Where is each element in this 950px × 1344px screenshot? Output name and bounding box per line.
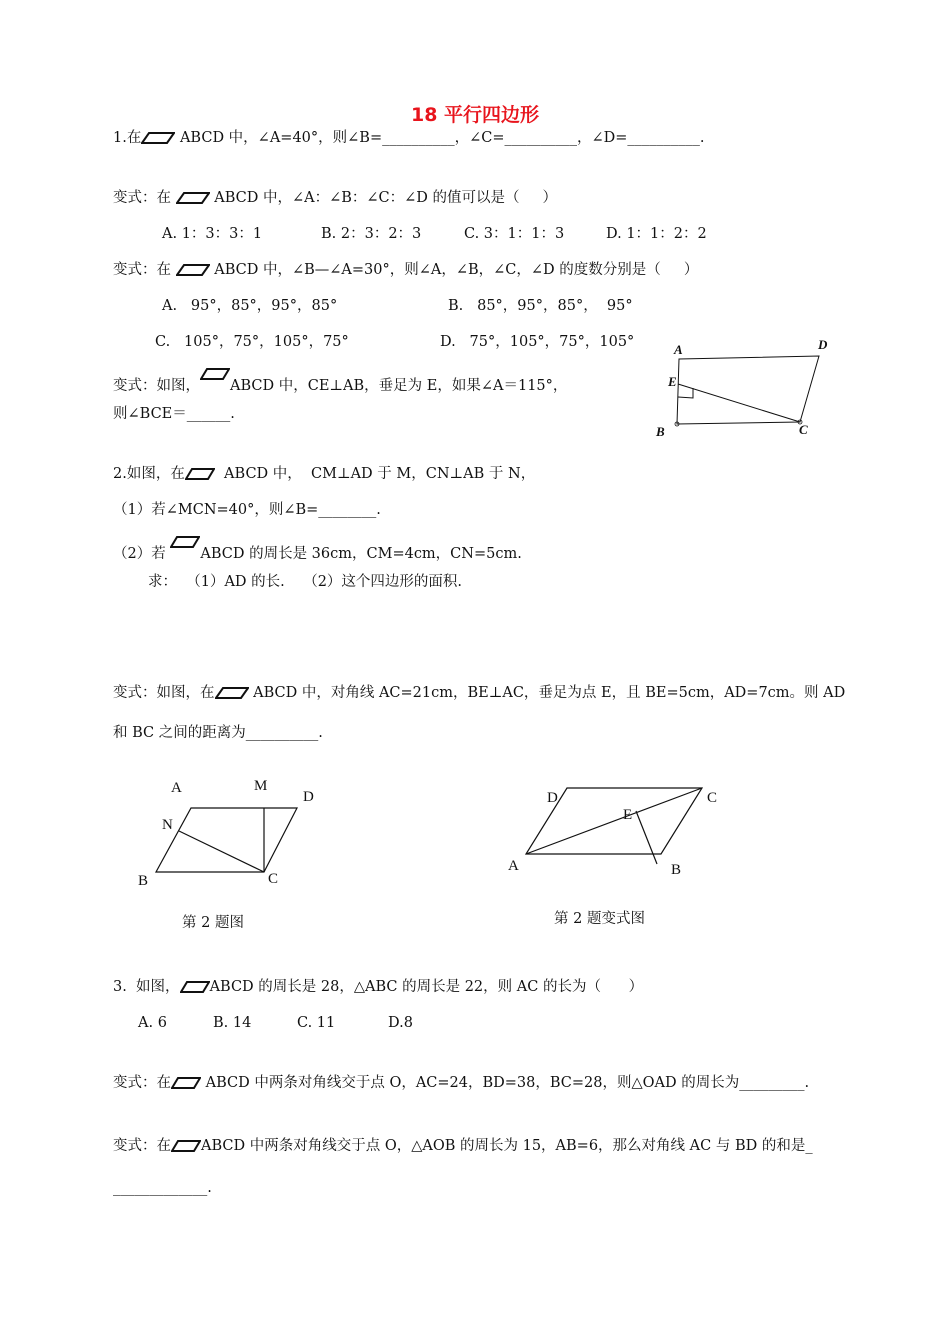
variant-6: 变式：在 ABCD 中两条对角线交于点 O，△AOB 的周长为 15，AB=6，那么对角线 AC 与 BD 的和是_: [113, 1138, 813, 1154]
option-b: B. 14: [213, 1015, 252, 1031]
parallelogram-icon: [185, 468, 215, 480]
variant-3: 变式：如图， ABCD 中，CE⊥AB，垂足为 E，如果∠A＝115°，: [113, 368, 567, 396]
figure-caption: 第 2 题变式图: [554, 911, 645, 927]
label-n: N: [162, 817, 173, 833]
label-b: B: [656, 424, 665, 439]
option-b: B. 2：3：2：3: [321, 226, 422, 242]
parallelogram-icon: [176, 264, 210, 276]
label-d: D: [303, 789, 314, 805]
figure-caption: 第 2 题图: [182, 915, 244, 931]
option-d: D. 75°，105°，75°，105°: [440, 334, 635, 350]
label-c: C: [799, 422, 808, 437]
label-c: C: [707, 790, 718, 806]
parallelogram-icon: [171, 1077, 201, 1089]
figure-variant-4: [500, 778, 730, 883]
label-c: C: [268, 871, 279, 887]
variant-3-answer: 则∠BCE＝______.: [113, 406, 235, 422]
variant-6-line-2: _____________.: [113, 1180, 212, 1196]
variant-5: 变式：在 ABCD 中两条对角线交于点 O，AC=24，BD=38，BC=28，则△OAD 的周长为_________.: [113, 1075, 810, 1091]
option-c: C. 11: [297, 1015, 336, 1031]
figure-question-2: [130, 770, 330, 895]
variant-4: 变式：如图，在 ABCD 中，对角线 AC=21cm，BE⊥AC，垂足为点 E，且 BE=5cm，AD=7cm。则 AD: [113, 685, 846, 701]
question-2-part-1: （1）若∠MCN=40°，则∠B=________.: [113, 502, 381, 518]
parallelogram-icon: [215, 687, 249, 699]
label-a: A: [171, 780, 182, 796]
option-a: A. 6: [138, 1015, 167, 1031]
page-title: 18 平行四边形: [410, 104, 540, 126]
parallelogram-icon: [180, 981, 210, 993]
variant-2: 变式：在 ABCD 中，∠B—∠A=30°，则∠A，∠B，∠C，∠D 的度数分别是（ ）: [113, 262, 699, 278]
figure-variant-3: [650, 335, 840, 445]
option-a: A. 95°，85°，95°，85°: [162, 298, 338, 314]
parallelogram-icon: [176, 192, 210, 204]
variant-4-line-2: 和 BC 之间的距离为__________.: [113, 725, 323, 741]
parallelogram-icon: [141, 132, 175, 144]
label-b: B: [138, 873, 149, 889]
label-a: A: [508, 858, 519, 874]
question-1: 1.在 ABCD 中，∠A=40°，则∠B=__________，∠C=__________，∠D=__________.: [113, 130, 705, 146]
option-d: D. 1：1：2：2: [606, 226, 707, 242]
question-2-ask: 求： （1）AD 的长. （2）这个四边形的面积.: [148, 574, 463, 590]
option-b: B. 85°，95°，85°， 95°: [448, 298, 633, 314]
option-a: A. 1：3：3：1: [162, 226, 263, 242]
label-m: M: [254, 778, 268, 794]
label-a: A: [674, 342, 683, 357]
question-3: 3. 如图， ABCD 的周长是 28，△ABC 的周长是 22，则 AC 的长为（ ）: [113, 979, 644, 995]
option-d: D.8: [388, 1015, 413, 1031]
label-d: D: [547, 790, 558, 806]
option-c: C. 3：1：1：3: [464, 226, 565, 242]
parallelogram-icon: [171, 1140, 201, 1152]
question-2-part-2: （2）若 ABCD 的周长是 36cm，CM=4cm，CN=5cm.: [113, 536, 522, 564]
label-d: D: [818, 337, 828, 352]
variant-1: 变式：在 ABCD 中，∠A：∠B：∠C：∠D 的值可以是（ ）: [113, 190, 558, 206]
option-c: C. 105°，75°，105°，75°: [155, 334, 349, 350]
label-b: B: [671, 862, 682, 878]
label-e: E: [668, 374, 677, 389]
parallelogram-icon: [200, 368, 230, 386]
parallelogram-icon: [170, 536, 200, 554]
label-e: E: [623, 807, 633, 823]
question-2: 2.如图，在 ABCD 中， CM⊥AD 于 M，CN⊥AB 于 N，: [113, 466, 536, 482]
